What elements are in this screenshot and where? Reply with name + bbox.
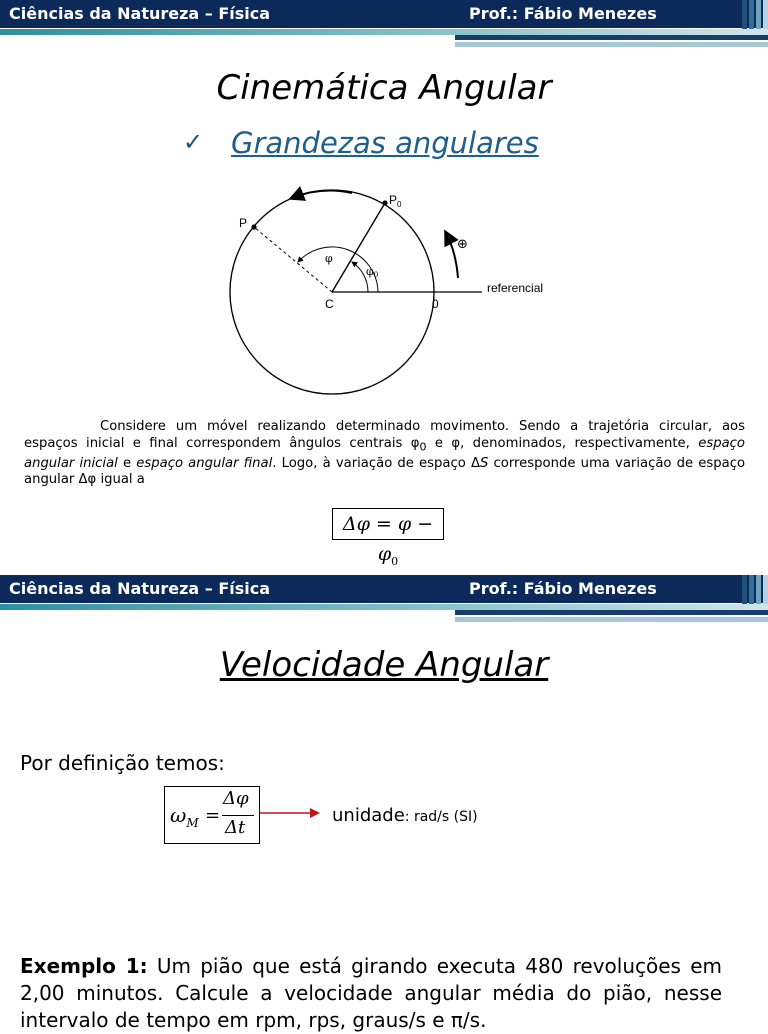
checkmark-icon: ✓ bbox=[183, 128, 204, 156]
header-teacher: Prof.: Fábio Menezes bbox=[469, 579, 657, 598]
motion-arrow bbox=[292, 191, 352, 198]
header-band-navy bbox=[455, 610, 768, 615]
formula-denominator: Δt bbox=[225, 817, 246, 838]
unit-text: unidade: rad/s (SI) bbox=[332, 805, 478, 826]
formula-numerator: Δφ bbox=[223, 788, 249, 809]
label-referencial: referencial bbox=[487, 281, 544, 295]
slide-subtitle: Grandezas angulares bbox=[231, 126, 539, 160]
label-c: C bbox=[325, 297, 334, 311]
header-bar bbox=[0, 575, 768, 603]
label-phi0: φ0 bbox=[366, 265, 379, 279]
label-zero: 0 bbox=[432, 297, 439, 311]
header-course: Ciências da Natureza – Física bbox=[9, 579, 271, 598]
radius-p-dashed bbox=[254, 227, 332, 292]
point-p bbox=[251, 224, 256, 229]
header-band-light bbox=[455, 617, 768, 622]
label-p0: $P_0$ bbox=[389, 193, 402, 209]
point-p0 bbox=[382, 200, 387, 205]
equals-sign: = bbox=[205, 805, 221, 826]
red-arrow-icon bbox=[260, 807, 322, 819]
example-paragraph: Exemplo 1: Um pião que está girando executa 480 revoluções em 2,00 minutos. Calcule a velocidade angular média do pião, nesse intervalo de tempo em rpm, rps, graus/s e π/s. bbox=[20, 954, 722, 1032]
header-course: Ciências da Natureza – Física bbox=[9, 4, 271, 23]
delta-phi-formula: $\Delta\varphi = \varphi - \varphi_0$ bbox=[332, 508, 444, 540]
slide-velocidade bbox=[0, 575, 768, 1032]
slide-title: Cinemática Angular bbox=[216, 68, 552, 108]
fraction-bar bbox=[222, 815, 254, 816]
header-teacher: Prof.: Fábio Menezes bbox=[469, 4, 657, 23]
slide-title: Velocidade Angular bbox=[219, 645, 549, 685]
label-phi: φ bbox=[325, 252, 333, 265]
label-p: P bbox=[239, 216, 248, 230]
angular-velocity-formula bbox=[164, 786, 260, 844]
plus-sign-icon: ⊕ bbox=[457, 237, 468, 252]
explanation-paragraph: Considere um móvel realizando determinado movimento. Sendo a trajetória circular, aos espaços inicial e final correspondem ângulos centrais $\varphi_0$ e φ, denominados, respectivamente, espaço angular inicial e espaço angular final. Logo, à variação de espaço ΔS corresponde uma variação de espaço angular Δφ igual a bbox=[24, 419, 746, 488]
omega-symbol: $\omega_M$ bbox=[170, 803, 199, 830]
definition-text: Por definição temos: bbox=[20, 751, 225, 775]
